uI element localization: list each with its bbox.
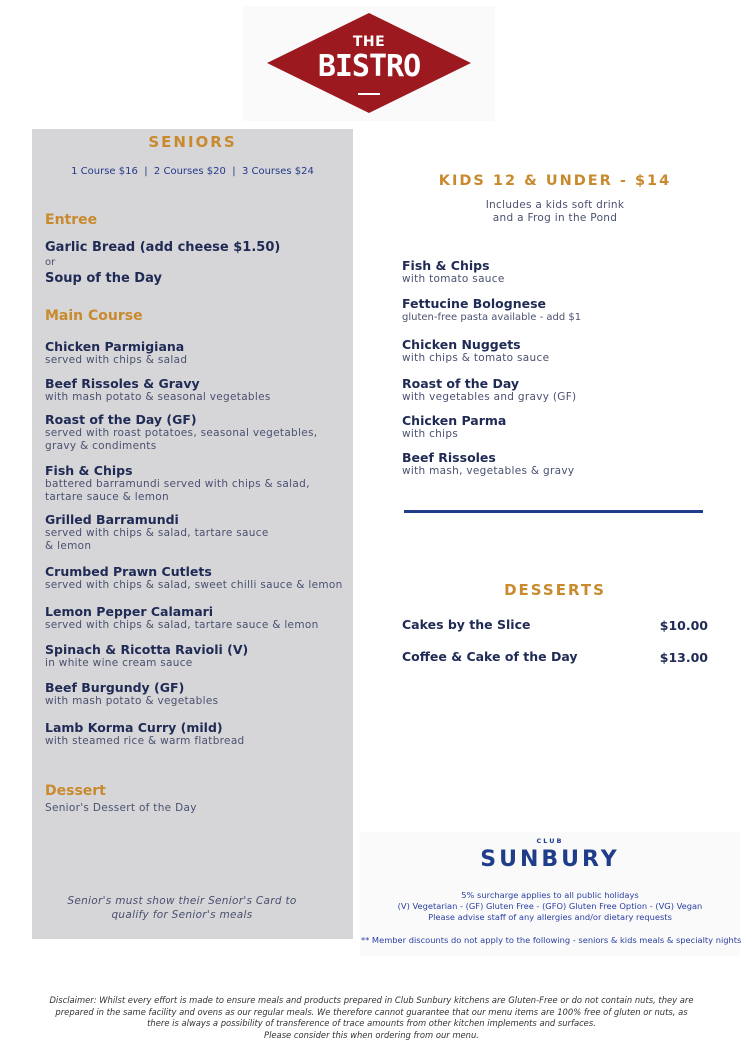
main-item-desc: served with roast potatoes, seasonal vegetables, (45, 427, 318, 439)
kids-sub-line2: and a Frog in the Pond (492, 212, 618, 224)
kids-item-desc: with chips & tomato sauce (402, 352, 550, 364)
kids-item-name: Chicken Parma (402, 413, 507, 428)
entree-heading: Entree (45, 212, 98, 228)
kids-item-name: Beef Rissoles (402, 450, 496, 465)
main-item (45, 463, 310, 504)
disclaimer-line: Please consider this when ordering from our menu. (264, 1029, 479, 1040)
main-item-name: Spinach & Ricotta Ravioli (V) (45, 642, 249, 657)
kids-item-desc: with tomato sauce (402, 273, 505, 285)
kids-item (402, 258, 505, 286)
allergy-note: Please advise staff of any allergies and/or dietary requests (428, 912, 672, 922)
seniors-card-note-line1: Senior's must show their Senior's Card to (67, 895, 297, 907)
main-item (45, 680, 218, 708)
main-item-name: Beef Rissoles & Gravy (45, 376, 200, 391)
disclaimer-line: there is always a possibility of transference of trace amounts from other kitchen implements and surfaces. (147, 1018, 596, 1028)
kids-item (402, 296, 581, 324)
main-item-name: Roast of the Day (GF) (45, 412, 197, 427)
entree-or: or (45, 257, 56, 268)
main-item-name: Beef Burgundy (GF) (45, 680, 185, 695)
seniors-pricing: 1 Course $16 | 2 Courses $20 | 3 Courses $24 (71, 166, 314, 177)
desserts-title: DESSERTS (504, 581, 606, 599)
main-item (45, 339, 187, 367)
main-item (45, 642, 248, 670)
main-item-name: Lemon Pepper Calamari (45, 604, 214, 619)
kids-item-name: Fettucine Bolognese (402, 296, 547, 311)
kids-item (402, 376, 576, 404)
main-item-desc: served with chips & salad (45, 354, 188, 366)
dessert-item-name: Coffee & Cake of the Day (402, 649, 578, 664)
dessert-item-price: $13.00 (659, 650, 708, 665)
seniors-title: SENIORS (148, 133, 237, 151)
kids-item-desc: with chips (402, 428, 459, 440)
kids-sub-line1: Includes a kids soft drink (485, 199, 625, 211)
kids-item-desc: with vegetables and gravy (GF) (402, 391, 577, 403)
club-logo-small: CLUB (536, 837, 564, 845)
main-item-name: Chicken Parmigiana (45, 339, 185, 354)
logo-text-bistro: BISTRO (317, 49, 421, 84)
main-item-desc: served with chips & salad, sweet chilli sauce & lemon (45, 579, 343, 591)
main-item-desc: served with chips & salad, tartare sauce (45, 527, 269, 539)
main-item-name: Crumbed Prawn Cutlets (45, 564, 212, 579)
logo-text-the: THE (352, 34, 386, 50)
main-item-desc: in white wine cream sauce (45, 657, 193, 669)
dietary-legend: (V) Vegetarian - (GF) Gluten Free - (GFO) Gluten Free Option - (VG) Vegan (397, 901, 703, 911)
club-logo-sunbury: SUNBURY (480, 847, 620, 872)
kids-title: KIDS 12 & UNDER - $14 (438, 173, 672, 189)
main-item (45, 412, 317, 453)
main-item-desc-cont: & lemon (45, 540, 92, 552)
main-item-desc: with mash potato & seasonal vegetables (45, 391, 271, 403)
main-item-name: Lamb Korma Curry (mild) (45, 720, 223, 735)
main-item-desc-cont: tartare sauce & lemon (45, 491, 169, 503)
kids-item-desc: with mash, vegetables & gravy (402, 465, 575, 477)
main-item-desc-cont: gravy & condiments (45, 440, 157, 452)
seniors-card-note-line2: qualify for Senior's meals (111, 909, 253, 921)
main-item (45, 564, 343, 592)
main-item-name: Fish & Chips (45, 463, 133, 478)
main-item (45, 512, 269, 553)
entree-item-soup: Soup of the Day (45, 271, 162, 286)
member-discount-note: ** Member discounts do not apply to the following - seniors & kids meals & specialty nights (361, 935, 742, 945)
kids-item-desc: gluten-free pasta available - add $1 (402, 312, 582, 323)
main-item-desc: served with chips & salad, tartare sauce & lemon (45, 619, 319, 631)
main-item (45, 376, 271, 404)
main-item-desc: with steamed rice & warm flatbread (45, 735, 245, 747)
main-course-heading: Main Course (45, 308, 143, 324)
dessert-item-price: $10.00 (659, 618, 708, 633)
entree-item-garlic-bread: Garlic Bread (add cheese $1.50) (45, 240, 281, 255)
kids-item-name: Roast of the Day (402, 376, 520, 391)
disclaimer-line: prepared in the same facility and ovens as our regular meals. We therefore cannot guarantee that our menu items are 100% free of gluten or nuts, as (55, 1006, 688, 1017)
main-item-desc: battered barramundi served with chips & salad, (45, 478, 310, 490)
main-item-name: Grilled Barramundi (45, 512, 179, 527)
main-item (45, 720, 245, 748)
kids-item (402, 413, 506, 441)
kids-item (402, 337, 549, 365)
senior-dessert-item: Senior's Dessert of the Day (45, 802, 197, 814)
kids-item-name: Fish & Chips (402, 258, 490, 273)
dessert-item-name: Cakes by the Slice (402, 617, 531, 632)
kids-item-name: Chicken Nuggets (402, 337, 521, 352)
disclaimer-line: Disclaimer: Whilst every effort is made to ensure meals and products prepared in Club Sunbury kitchens are Gluten-Free or do not contain nuts, they are (49, 995, 694, 1005)
bistro-logo (266, 12, 472, 114)
kids-item (402, 450, 574, 478)
main-item-desc: with mash potato & vegetables (45, 695, 219, 707)
surcharge-note: 5% surcharge applies to all public holidays (461, 890, 639, 900)
disclaimer (20, 995, 723, 1041)
section-divider (404, 510, 703, 513)
main-item (45, 604, 319, 632)
dessert-heading: Dessert (45, 783, 106, 799)
